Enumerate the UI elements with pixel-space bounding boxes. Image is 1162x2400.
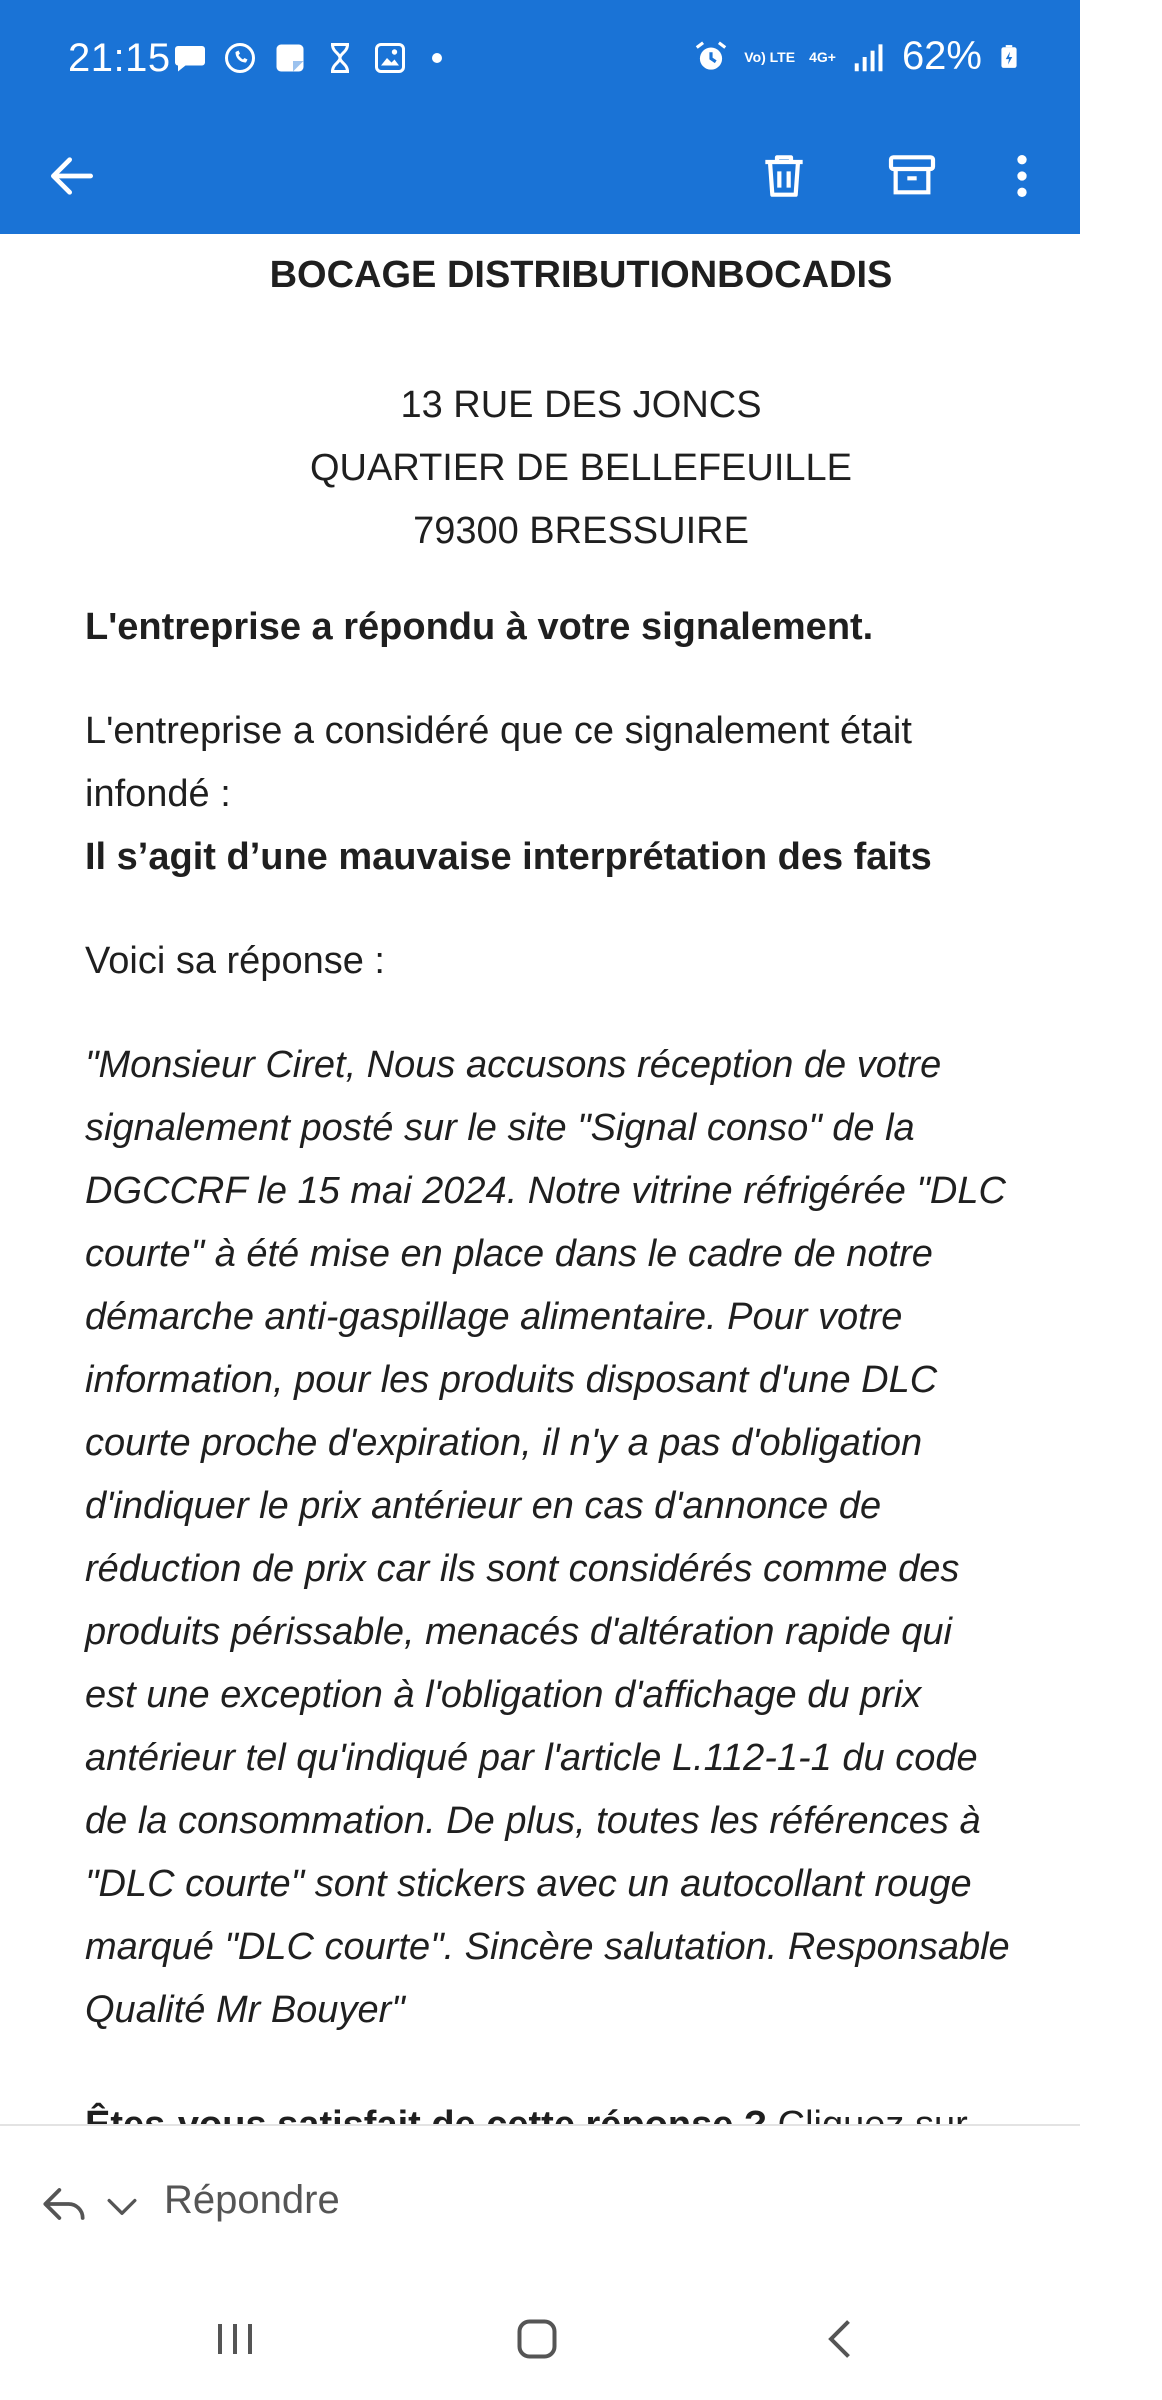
battery-percent: 62% bbox=[901, 34, 982, 78]
notes-icon bbox=[272, 40, 308, 76]
address-line: 79300 BRESSUIRE bbox=[413, 510, 749, 552]
response-line: marqué "DLC courte". Sincère salutation. Responsable bbox=[85, 1926, 1010, 1968]
recent-apps-button[interactable] bbox=[200, 2304, 270, 2374]
response-line: démarche anti-gaspillage alimentaire. Pour votre bbox=[85, 1296, 903, 1338]
verdict-paragraph bbox=[85, 700, 1065, 889]
more-vert-icon bbox=[994, 148, 1050, 204]
whatsapp-icon bbox=[222, 40, 258, 76]
company-response bbox=[85, 1034, 1085, 2042]
email-body[interactable] bbox=[0, 234, 1080, 2124]
company-name: BOCAGE DISTRIBUTIONBOCADIS bbox=[269, 254, 893, 296]
response-line: DGCCRF le 15 mai 2024. Notre vitrine réfrigérée "DLC bbox=[85, 1170, 1006, 1212]
more-notifications-dot bbox=[432, 53, 442, 63]
volte-indicator: Vo) LTE bbox=[744, 48, 796, 65]
email-toolbar bbox=[0, 118, 1080, 234]
nav-back-button[interactable] bbox=[806, 2304, 876, 2374]
signal-icon bbox=[850, 38, 888, 76]
response-line: antérieur tel qu'indiqué par l'article L.112-1-1 du code bbox=[85, 1737, 978, 1779]
status-bar bbox=[0, 0, 1080, 118]
response-line: information, pour les produits disposant d'une DLC bbox=[85, 1359, 938, 1401]
response-line: courte" à été mise en place dans le cadre de notre bbox=[85, 1233, 933, 1275]
response-line: "Monsieur Ciret, Nous accusons réception de votre bbox=[85, 1044, 942, 1086]
reply-icon[interactable] bbox=[36, 2176, 92, 2232]
recent-apps-icon bbox=[205, 2309, 265, 2369]
chat-bubble-icon bbox=[172, 40, 208, 76]
response-line: Qualité Mr Bouyer" bbox=[85, 1989, 405, 2031]
response-line: courte proche d'expiration, il n'y a pas d'obligation bbox=[85, 1422, 923, 1464]
response-line: d'indiquer le prix antérieur en cas d'annonce de bbox=[85, 1485, 882, 1527]
response-line: produits périssable, menacés d'altération rapide qui bbox=[85, 1611, 952, 1653]
verdict-text: L'entreprise a considéré que ce signalement était bbox=[85, 710, 912, 752]
company-address bbox=[0, 374, 1162, 563]
delete-button[interactable] bbox=[744, 136, 824, 216]
archive-button[interactable] bbox=[872, 136, 952, 216]
notification-icons bbox=[172, 40, 442, 76]
system-icons bbox=[692, 34, 1022, 79]
nav-back-icon bbox=[811, 2309, 871, 2369]
home-button[interactable] bbox=[502, 2304, 572, 2374]
network-4g-indicator: 4G+ bbox=[809, 48, 836, 65]
alarm-icon bbox=[692, 38, 730, 76]
response-line: "DLC courte" sont stickers avec un autocollant rouge bbox=[85, 1863, 972, 1905]
verdict-text: infondé : bbox=[85, 773, 231, 815]
response-line: signalement posté sur le site "Signal conso" de la bbox=[85, 1107, 915, 1149]
gallery-icon bbox=[372, 40, 408, 76]
reply-bar bbox=[0, 2126, 1080, 2276]
reply-button[interactable]: Répondre bbox=[164, 2178, 340, 2222]
status-time: 21:15 bbox=[68, 36, 171, 80]
verdict-reason: Il s’agit d’une mauvaise interprétation des faits bbox=[85, 836, 932, 878]
battery-charging-icon bbox=[996, 38, 1022, 76]
response-line: réduction de prix car ils sont considérés comme des bbox=[85, 1548, 960, 1590]
home-icon bbox=[507, 2309, 567, 2369]
reply-intro: Voici sa réponse : bbox=[85, 940, 385, 982]
back-arrow-icon bbox=[44, 148, 100, 204]
response-line: de la consommation. De plus, toutes les références à bbox=[85, 1800, 981, 1842]
address-line: 13 RUE DES JONCS bbox=[400, 384, 762, 426]
trash-icon bbox=[756, 148, 812, 204]
archive-icon bbox=[884, 148, 940, 204]
hourglass-icon bbox=[322, 40, 358, 76]
response-line: est une exception à l'obligation d'affichage du prix bbox=[85, 1674, 922, 1716]
back-button[interactable] bbox=[32, 136, 112, 216]
system-nav-bar bbox=[0, 2276, 1080, 2400]
chevron-down-icon[interactable] bbox=[100, 2184, 144, 2228]
response-headline: L'entreprise a répondu à votre signalement. bbox=[85, 606, 874, 648]
more-options-button[interactable] bbox=[982, 136, 1062, 216]
address-line: QUARTIER DE BELLEFEUILLE bbox=[309, 447, 853, 489]
